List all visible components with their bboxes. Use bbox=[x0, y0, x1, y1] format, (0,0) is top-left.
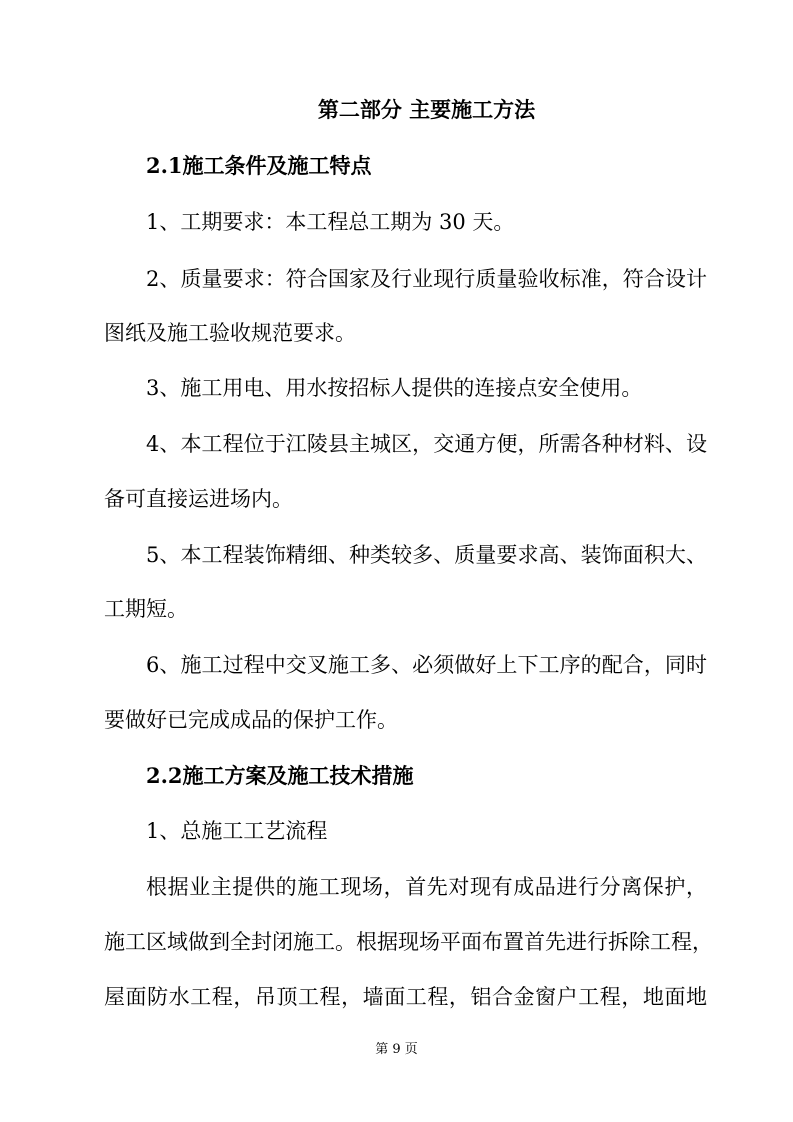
paragraph-decoration-line1-text: 5、本工程装饰精细、种类较多、质量要求高、装饰面积大、 bbox=[146, 543, 707, 567]
paragraph-process-line3-text: 屋面防水工程，吊顶工程，墙面工程，铝合金窗户工程，地面地 bbox=[104, 985, 707, 1009]
paragraph-process-title: 1、总施工工艺流程 bbox=[146, 819, 328, 843]
section-title: 第二部分 主要施工方法 bbox=[317, 97, 536, 122]
paragraph-process-line2 bbox=[0, 927, 793, 957]
paragraph-process-line1 bbox=[0, 872, 793, 902]
paragraph-process-line1-text: 根据业主提供的施工现场，首先对现有成品进行分离保护， bbox=[146, 875, 707, 899]
paragraph-coordination-line1 bbox=[0, 650, 793, 680]
paragraph-duration: 1、工期要求：本工程总工期为 30 天。 bbox=[146, 210, 515, 234]
heading-2-2: 2.2施工方案及施工技术措施 bbox=[146, 763, 414, 788]
paragraph-location-line2: 备可直接运进场内。 bbox=[104, 487, 293, 511]
paragraph-process-line3 bbox=[0, 982, 793, 1012]
paragraph-quality-line2: 图纸及施工验收规范要求。 bbox=[104, 321, 356, 345]
paragraph-location-line1 bbox=[0, 429, 793, 459]
heading-2-1: 2.1施工条件及施工特点 bbox=[146, 153, 372, 178]
paragraph-utilities: 3、施工用电、用水按招标人提供的连接点安全使用。 bbox=[146, 376, 643, 400]
paragraph-quality-line1-text: 2、质量要求：符合国家及行业现行质量验收标准，符合设计 bbox=[146, 267, 707, 291]
paragraph-coordination-line1-text: 6、施工过程中交叉施工多、必须做好上下工序的配合，同时 bbox=[146, 653, 707, 677]
paragraph-location-line1-text: 4、本工程位于江陵县主城区，交通方便，所需各种材料、设 bbox=[146, 432, 707, 456]
paragraph-coordination-line2: 要做好已完成成品的保护工作。 bbox=[104, 708, 398, 732]
paragraph-decoration-line2: 工期短。 bbox=[104, 597, 188, 621]
paragraph-process-line2-text: 施工区域做到全封闭施工。根据现场平面布置首先进行拆除工程， bbox=[104, 930, 713, 954]
paragraph-quality-line1 bbox=[0, 264, 793, 294]
page-number: 第 9 页 bbox=[375, 1042, 418, 1057]
paragraph-decoration-line1 bbox=[0, 540, 793, 570]
